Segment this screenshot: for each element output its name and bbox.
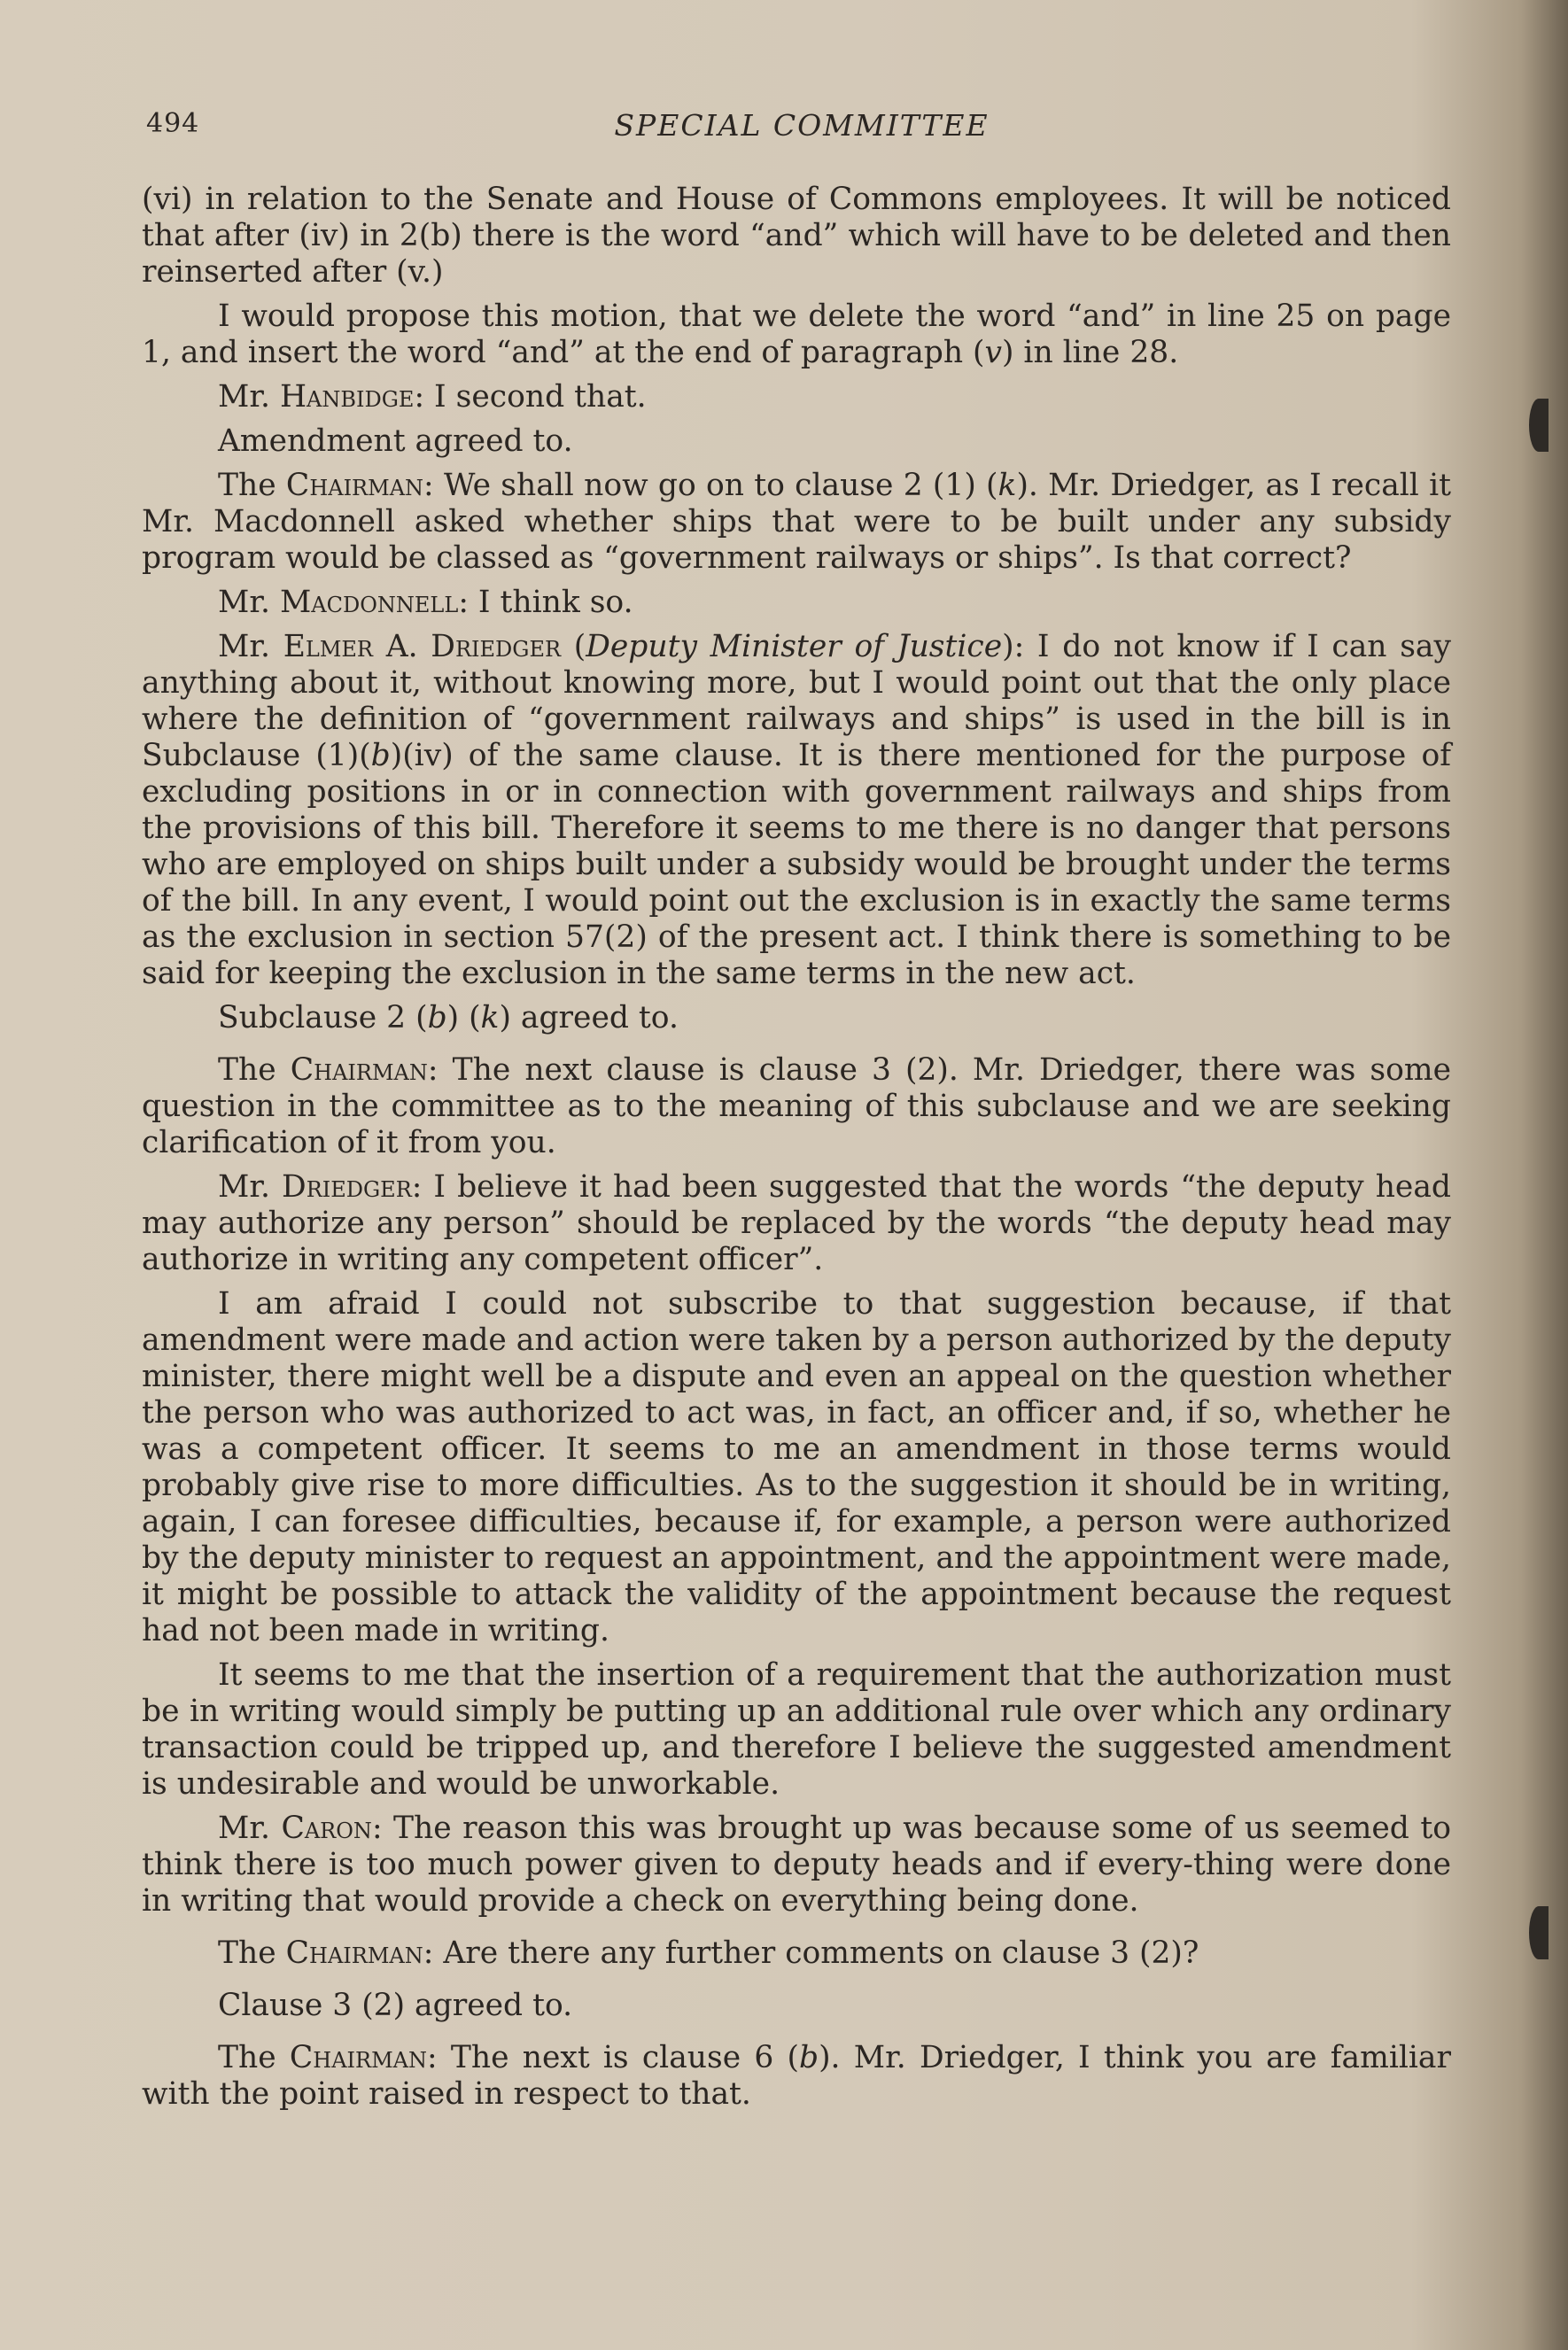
paragraph-p3 bbox=[142, 379, 1451, 415]
paragraph-p15 bbox=[142, 1988, 1451, 2024]
paragraph-p16 bbox=[142, 2040, 1451, 2113]
paragraph-p5 bbox=[142, 468, 1451, 577]
speaker-name: Chairman bbox=[290, 1052, 428, 1088]
text-run: Mr. bbox=[218, 379, 280, 415]
paragraph-p10 bbox=[142, 1169, 1451, 1278]
text-run: ): I do not know if I can say anything about it, without knowing more, but I would point out that the only place where the definition of “government railways and ships” is used in the bill is in Subclause (1)( bbox=[142, 629, 1451, 773]
text-run: ). Mr. Driedger, as I recall it Mr. Macdonnell asked whether ships that were to be built under any subsidy program would be classed as “government railways or ships”. Is that correct? bbox=[142, 468, 1451, 576]
text-run: : I believe it had been suggested that the words “the deputy head may authorize any person” should be replaced by the words “the deputy head may authorize in writing any competent officer”. bbox=[142, 1169, 1451, 1277]
italic-text: Deputy Minister of Justice bbox=[586, 629, 1003, 664]
paragraph-p8 bbox=[142, 1000, 1451, 1036]
italic-text: b bbox=[799, 2040, 819, 2075]
text-run: Subclause 2 ( bbox=[218, 1000, 428, 1035]
italic-text: b bbox=[370, 738, 391, 773]
italic-text: b bbox=[427, 1000, 447, 1035]
text-run: : The reason this was brought up was because some of us seemed to think there is too much power given to deputy heads and if every-thing were done in writing that would provide a check on everything being done. bbox=[142, 1811, 1451, 1919]
speaker-name: Chairman bbox=[289, 2040, 427, 2075]
paragraph-p1 bbox=[142, 182, 1451, 291]
text-run: Mr. bbox=[218, 585, 280, 620]
paragraph-p12 bbox=[142, 1657, 1451, 1803]
text-run: The bbox=[218, 468, 286, 503]
text-run: : I second that. bbox=[414, 379, 647, 415]
speaker-name: Chairman bbox=[285, 468, 424, 503]
paragraph-p9 bbox=[142, 1052, 1451, 1161]
text-run: The bbox=[218, 1052, 291, 1088]
binding-clip-mark bbox=[1529, 399, 1549, 452]
paragraph-p7 bbox=[142, 629, 1451, 992]
speaker-name: Chairman bbox=[285, 1935, 423, 1971]
speaker-name: Caron bbox=[281, 1811, 372, 1846]
page-number: 494 bbox=[146, 108, 200, 139]
running-title: SPECIAL COMMITTEE bbox=[614, 108, 990, 143]
text-run: Mr. bbox=[218, 1811, 282, 1846]
text-run: Amendment agreed to. bbox=[218, 423, 573, 459]
text-run: The bbox=[218, 1935, 286, 1971]
text-run: Mr. bbox=[218, 1169, 283, 1205]
italic-text: v bbox=[984, 335, 1002, 370]
text-run: Mr. bbox=[218, 629, 283, 664]
speaker-name: Driedger bbox=[282, 1169, 412, 1205]
text-run: : We shall now go on to clause 2 (1) ( bbox=[423, 468, 998, 503]
text-run: (vi) in relation to the Senate and House of Commons employees. It will be noticed that after (iv) in 2(b) there is the word “and” which will have to be deleted and then reinserted after (v.) bbox=[142, 182, 1451, 290]
text-run: ) ( bbox=[446, 1000, 481, 1035]
text-run: : The next clause is clause 3 (2). Mr. Driedger, there was some question in the committee as to the meaning of this subclause and we are seeking clarification of it from you. bbox=[142, 1052, 1451, 1160]
paragraph-p14 bbox=[142, 1935, 1451, 1972]
text-run: ( bbox=[561, 629, 586, 664]
binding-clip-mark bbox=[1529, 1906, 1549, 1959]
paragraph-p13 bbox=[142, 1811, 1451, 1920]
page-header bbox=[146, 108, 1457, 152]
text-run: ). Mr. Driedger, I think you are familiar with the point raised in respect to that. bbox=[142, 2040, 1451, 2112]
text-run: It seems to me that the insertion of a requirement that the authorization must be in writing would simply be putting up an additional rule over which any ordinary transaction could be tripped up, and therefore I believe the suggested amendment is undesirable and would be unworkable. bbox=[142, 1657, 1451, 1802]
text-run: : The next is clause 6 ( bbox=[427, 2040, 799, 2075]
speaker-name: Hanbidge bbox=[279, 379, 415, 415]
paragraph-p2 bbox=[142, 299, 1451, 371]
text-run: I am afraid I could not subscribe to that suggestion because, if that amendment were made and action were taken by a person authorized by the deputy minister, there might well be a dispute and even an appeal on the question whether the person who was authorized to act was, in fact, an officer and, if so, whether he was a competent officer. It seems to me an amendment in those terms would probably give rise to more difficulties. As to the suggestion it should be in writing, again, I can foresee difficulties, because if, for example, a person were authorized by the deputy minister to request an appointment, and the appointment were made, it might be possible to attack the validity of the appointment because the request had not been made in writing. bbox=[142, 1286, 1451, 1648]
text-run: Clause 3 (2) agreed to. bbox=[218, 1988, 573, 2023]
italic-text: k bbox=[480, 1000, 500, 1035]
speaker-name: Macdonnell bbox=[279, 585, 459, 620]
text-run: : I think so. bbox=[458, 585, 633, 620]
text-run: I would propose this motion, that we delete the word “and” in line 25 on page 1, and insert the word “and” at the end of paragraph ( bbox=[142, 299, 1451, 370]
text-run: The bbox=[218, 2040, 290, 2075]
text-run: : Are there any further comments on clause 3 (2)? bbox=[423, 1935, 1199, 1971]
text-run: )(iv) of the same clause. It is there mentioned for the purpose of excluding positions in or in connection with government railways and ships from the provisions of this bill. Therefore it seems to me there is no danger that persons who are employed on ships built under a subsidy would be brought under the terms of the bill. In any event, I would point out the exclusion is in exactly the same terms as the exclusion in section 57(2) of the present act. I think there is something to be said for keeping the exclusion in the same terms in the new act. bbox=[142, 738, 1451, 991]
italic-text: k bbox=[997, 468, 1017, 503]
paragraph-p6 bbox=[142, 585, 1451, 621]
paragraph-p11 bbox=[142, 1286, 1451, 1649]
text-run: ) agreed to. bbox=[499, 1000, 679, 1035]
text-run: ) in line 28. bbox=[1002, 335, 1179, 370]
speaker-name: Elmer A. Driedger bbox=[283, 629, 562, 664]
paragraph-p4 bbox=[142, 423, 1451, 460]
body-text bbox=[142, 182, 1451, 2121]
